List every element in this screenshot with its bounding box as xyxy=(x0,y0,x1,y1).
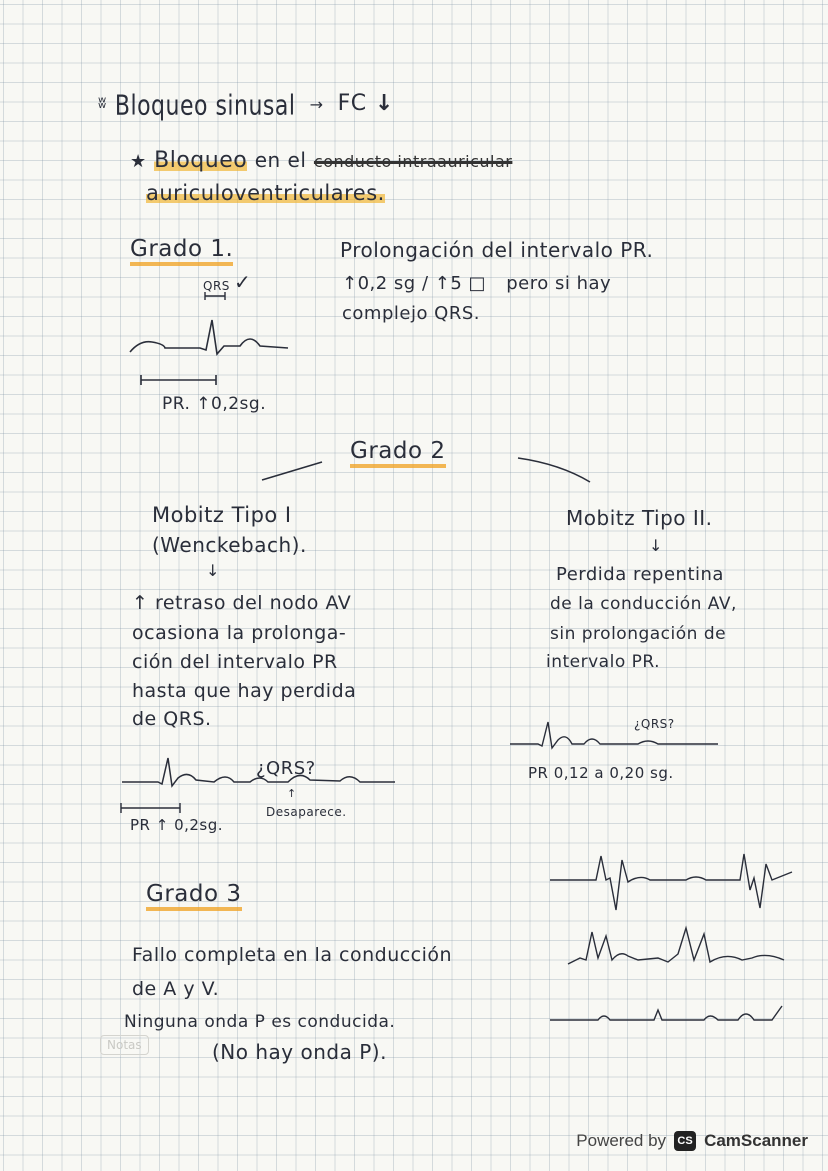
grado3-label: Grado 3 xyxy=(146,883,242,911)
definition-term: Bloqueo xyxy=(154,148,248,173)
grado3-ecg-trace-2 xyxy=(546,922,796,970)
mobitz1-title: Mobitz Tipo I xyxy=(152,503,292,527)
mobitz1-desc-line5: de QRS. xyxy=(132,708,212,730)
grado3-desc-line4: (No hay onda P). xyxy=(212,1040,387,1064)
mobitz1-pr-label: PR ↑ 0,2sg. xyxy=(130,816,224,834)
powered-by-text: Powered by xyxy=(576,1131,667,1150)
mobitz1-pointer-icon: ↑ xyxy=(287,787,297,800)
mobitz1-desaparece: Desaparece. xyxy=(266,805,347,819)
mobitz2-title: Mobitz Tipo II. xyxy=(566,506,713,530)
mobitz1-desc-line4: hasta que hay perdida xyxy=(132,680,357,702)
title-down-arrow: ↓ xyxy=(374,91,394,116)
title-line xyxy=(98,90,394,122)
mobitz2-desc-line1: Perdida repentina xyxy=(556,564,724,585)
grado1-pr-label: PR. ↑0,2sg. xyxy=(162,394,267,414)
title-bullet: ʬ xyxy=(98,93,107,112)
mobitz2-desc-line2: de la conducción AV, xyxy=(550,594,737,614)
grado1-description-line2 xyxy=(342,275,611,293)
grado1-description-line1: Prolongación del intervalo PR. xyxy=(340,238,654,262)
camscanner-logo-icon: CS xyxy=(674,1131,696,1151)
grado3-desc-line2: de A y V. xyxy=(132,978,220,1000)
mobitz2-pr-label: PR 0,12 a 0,20 sg. xyxy=(528,764,674,782)
grado2-label: Grado 2 xyxy=(350,440,446,468)
notebook-stamp: Notas xyxy=(100,1035,149,1055)
grado1-description-line3: complejo QRS. xyxy=(342,303,481,324)
mobitz2-qrs-question: ¿QRS? xyxy=(634,717,675,731)
mobitz1-qrs-question: ¿QRS? xyxy=(256,758,316,779)
definition-line1 xyxy=(130,150,512,172)
grado3-desc-line1: Fallo completa en la conducción xyxy=(132,944,453,966)
grado1-description-but: pero si hay xyxy=(506,273,612,294)
star-icon: ★ xyxy=(130,151,147,172)
definition-line2 xyxy=(146,183,385,204)
grado3-desc-line3: Ninguna onda P es conducida. xyxy=(124,1012,396,1032)
title-fc: FC xyxy=(337,91,367,116)
grado1-qrs-label: QRS xyxy=(203,279,230,293)
mobitz1-desc-line1: ↑ retraso del nodo AV xyxy=(132,592,352,614)
grado1-ecg-trace xyxy=(120,290,300,360)
mobitz2-desc-line3: sin prolongación de xyxy=(550,624,727,644)
mobitz2-ecg-trace xyxy=(508,718,728,758)
camscanner-footer xyxy=(576,1127,808,1155)
grado1-description-values: ↑0,2 sg / ↑5 □ xyxy=(342,273,487,294)
grado3-ecg-trace-1 xyxy=(546,850,796,920)
definition-mid: en el xyxy=(254,148,307,172)
camscanner-brand: CamScanner xyxy=(704,1131,808,1150)
mobitz2-down-arrow-icon: ↓ xyxy=(649,536,663,555)
mobitz1-down-arrow-icon: ↓ xyxy=(206,561,220,580)
mobitz1-desc-line3: ción del intervalo PR xyxy=(132,651,338,673)
scribbled-word: conducto intraauricular xyxy=(313,152,513,171)
definition-line2-text: auriculoventriculares. xyxy=(146,181,385,205)
mobitz1-pr-bracket xyxy=(118,800,188,816)
mobitz1-subtitle: (Wenckebach). xyxy=(152,533,307,557)
grado1-pr-interval-bracket xyxy=(138,372,228,388)
grado1-label: Grado 1. xyxy=(130,238,233,266)
grado3-ecg-trace-3 xyxy=(546,998,796,1032)
title-arrow: → xyxy=(309,95,324,114)
mobitz2-desc-line4: intervalo PR. xyxy=(546,652,660,672)
mobitz1-desc-line2: ocasiona la prolonga- xyxy=(132,622,347,644)
check-icon: ✓ xyxy=(234,270,251,294)
title-main: Bloqueo sinusal xyxy=(114,90,296,122)
